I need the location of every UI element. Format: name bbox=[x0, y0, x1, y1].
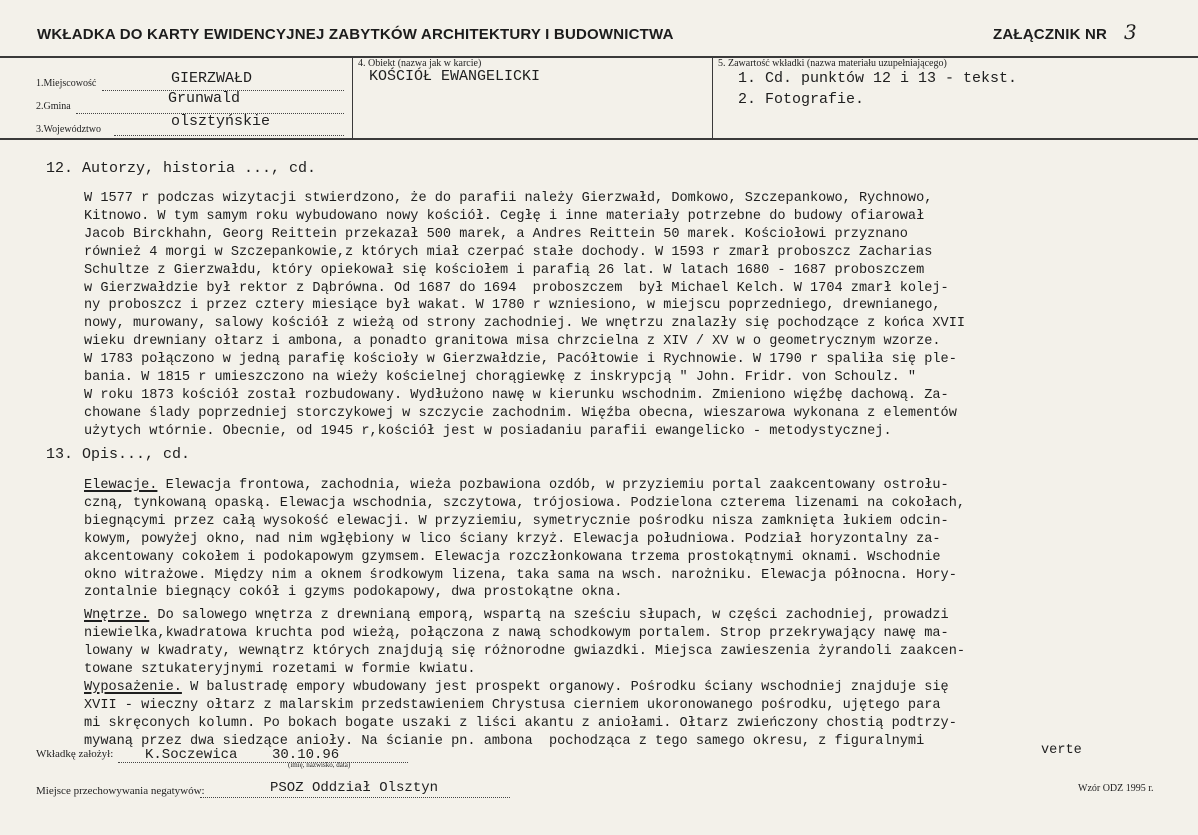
negatives-label: Miejsce przechowywania negatywów: bbox=[36, 785, 205, 797]
text-line: czną, tynkowaną opaską. Elewacja wschodnia, szczytowa, trójosiowa. Podzielona czterema lizenami na cokołach, bbox=[84, 495, 966, 511]
text-line: zontalnie biegnący cokół i gzyms podokapowy, dwa prostokątne okna. bbox=[84, 585, 623, 601]
text-line: mywaną przez dwa siedzące anioły. Na ścianie pn. ambona pochodząca z tego samego okresu, z figuralnymi bbox=[84, 733, 925, 749]
attachment-label: ZAŁĄCZNIK NR bbox=[993, 26, 1108, 43]
divider-contents bbox=[712, 57, 713, 139]
interior-block bbox=[84, 607, 965, 679]
commune-value: Grunwald bbox=[168, 90, 241, 107]
contents-item: 1. Cd. punktów 12 i 13 - tekst. bbox=[738, 70, 1018, 87]
text-line: kowym, powyżej okno, nad nim wgłębiony w lico ściany krzyż. Elewacja południowa. Podział horyzontalny za- bbox=[84, 531, 941, 547]
text-line: biegnącymi przez całą wysokość elewacji. W przyziemiu, symetrycznie pośrodku nisza zamknięta łukiem odcin- bbox=[84, 513, 949, 529]
place-value: GIERZWAŁD bbox=[171, 70, 253, 87]
form-title: WKŁADKA DO KARTY EWIDENCYJNEJ ZABYTKÓW ARCHITEKTURY I BUDOWNICTWA bbox=[37, 26, 674, 43]
text-line: mi skręconych kolumn. Po bokach bogate uszaki z liści akantu z aniołami. Ołtarz zwieńczony chostią podtrzy- bbox=[84, 715, 957, 731]
text-line: bania. W 1815 r umieszczono na wieży kościelnej chorągiewkę z inskrypcją " John. Fridr. von Schoulz. " bbox=[84, 370, 917, 386]
date-value: 30.10.96 bbox=[272, 747, 340, 763]
text-line: W roku 1873 kościół został rozbudowany. Wydłużono nawę w kierunku wschodnim. Zmieniono więźbę dachową. Za- bbox=[84, 387, 949, 403]
form-reference: Wzór ODZ 1995 r. bbox=[1078, 783, 1154, 794]
text-line: Wnętrze. Do salowego wnętrza z drewnianą emporą, wspartą na sześciu słupach, w części zachodniej, prowadzi bbox=[84, 608, 949, 623]
object-value: KOŚCIÓŁ EWANGELICKI bbox=[369, 68, 541, 85]
text-line: Jacob Birckhahn, Georg Reittein przekazał 500 marek, a Andres Reittein 50 marek. Kościołowi przyznano bbox=[84, 226, 908, 242]
established-label: Wkładkę założył: bbox=[36, 748, 114, 760]
author-hint: (imię, nazwisko, data) bbox=[288, 761, 351, 769]
divider-object bbox=[352, 57, 353, 139]
text-line: chowane ślady poprzedniej storczykowej w szczycie zachodnim. Więźba obecna, wieszarowa wykonana z elementów bbox=[84, 405, 957, 421]
section12-body bbox=[84, 190, 965, 441]
verte-note: verte bbox=[1041, 743, 1082, 758]
text-line: w Gierzwałdzie był rektor z Dąbrówna. Od 1687 do 1694 proboszczem był Michael Kelch. W 1704 zmarł kolej- bbox=[84, 280, 949, 296]
text-line: Schultze z Gierzwałdu, który opiekował się kościołem i parafią 26 lat. W latach 1680 - 1687 proboszczem bbox=[84, 262, 925, 278]
text-line: użytych wtórnie. Obecnie, od 1945 r,kościół jest w posiadaniu parafii ewangelicko - metodystycznej. bbox=[84, 423, 892, 439]
elevations-block bbox=[84, 477, 965, 602]
text-line: okno witrażowe. Między nim a oknem środkowym lizena, taka sama na wsch. narożniku. Elewacja północna. Hory- bbox=[84, 567, 957, 583]
text-line: XVII - wieczny ołtarz z malarskim przedstawieniem Chrystusa cierniem ukoronowanego pośrodku, ujętego para bbox=[84, 697, 941, 713]
text-line: towane sztukateryjnymi rozetami w formie kwiatu. bbox=[84, 661, 476, 677]
text-line: Elewacje. Elewacja frontowa, zachodnia, wieża pozbawiona ozdób, w przyziemiu portal zaakcentowany ostrołu- bbox=[84, 478, 949, 493]
section12-heading: 12. Autorzy, historia ..., cd. bbox=[46, 160, 317, 177]
elevations-label: Elewacje. bbox=[84, 478, 158, 493]
negatives-dots bbox=[200, 797, 510, 798]
voivodeship-dots bbox=[114, 135, 344, 136]
voivodeship-label: 3.Województwo bbox=[36, 124, 102, 135]
text-line: Kitnowo. W tym samym roku wybudowano nowy kościół. Cegłę i inne materiały potrzebne do budowy ofiarował bbox=[84, 208, 925, 224]
text-line: wieku drewniany ołtarz i ambona, a ponadto granitowa misa chrzcielna z XIV / XV w o geometrycznym wzorze. bbox=[84, 334, 941, 350]
voivodeship-value: olsztyńskie bbox=[171, 113, 271, 130]
section13-heading: 13. Opis..., cd. bbox=[46, 446, 191, 463]
object-label: 4. Obiekt (nazwa jak w karcie) bbox=[358, 58, 482, 69]
text-line: również 4 morgi w Szczepankowie,z których miał czerpać stałe dochody. W 1593 r zmarł proboszcz Zacharias bbox=[84, 244, 933, 260]
attachment-number: 3 bbox=[1124, 20, 1137, 44]
interior-label: Wnętrze. bbox=[84, 608, 150, 623]
place-label: 1.Miejscowość bbox=[36, 78, 97, 89]
commune-label: 2.Gmina bbox=[36, 101, 71, 112]
equipment-block bbox=[84, 679, 957, 751]
negatives-value: PSOZ Oddział Olsztyn bbox=[270, 780, 439, 796]
text-line: lowany w kwadraty, wewnątrz których znajdują się różnorodne gwiazdki. Miejsca zawieszenia żyrandoli zaakcen- bbox=[84, 643, 966, 659]
text-line: nowy, murowany, salowy kościół z wieżą od strony zachodniej. We wnętrzu znalazły się pochodzące z końca XVII bbox=[84, 316, 966, 332]
equipment-label: Wyposażenie. bbox=[84, 680, 182, 695]
text-line: W 1783 połączono w jedną parafię kościoły w Gierzwałdzie, Pacółtowie i Rychnowie. W 1790 r spaliła się ple- bbox=[84, 352, 957, 368]
text-line: akcentowany cokołem i podokapowym gzymsem. Elewacja rozczłonkowana trzema prostokątnymi oknami. Wschodnie bbox=[84, 549, 941, 565]
text-line: W 1577 r podczas wizytacji stwierdzono, że do parafii należy Gierzwałd, Domkowo, Szczepankowo, Rychnowo, bbox=[84, 191, 933, 206]
contents-item: 2. Fotografie. bbox=[738, 91, 865, 108]
text-line: ny proboszcz i przez cztery miesiące był wakat. W 1780 r wzniesiono, w miejscu poprzedniego, drewnianego, bbox=[84, 298, 941, 314]
header-rule bbox=[0, 56, 1198, 58]
text-line: niewielka,kwadratowa kruchta pod wieżą, połączona z nawą schodkowym portalem. Strop przekrywający nawę ma- bbox=[84, 625, 949, 641]
author-value: K.Soczewica bbox=[145, 747, 238, 763]
contents-label: 5. Zawartość wkładki (nazwa materiału uzupełniającego) bbox=[718, 58, 947, 69]
text-line: Wyposażenie. W balustradę empory wbudowany jest prospekt organowy. Pośrodku ściany wschodniej znajduje się bbox=[84, 680, 949, 695]
fields-bottom-rule bbox=[0, 138, 1198, 140]
